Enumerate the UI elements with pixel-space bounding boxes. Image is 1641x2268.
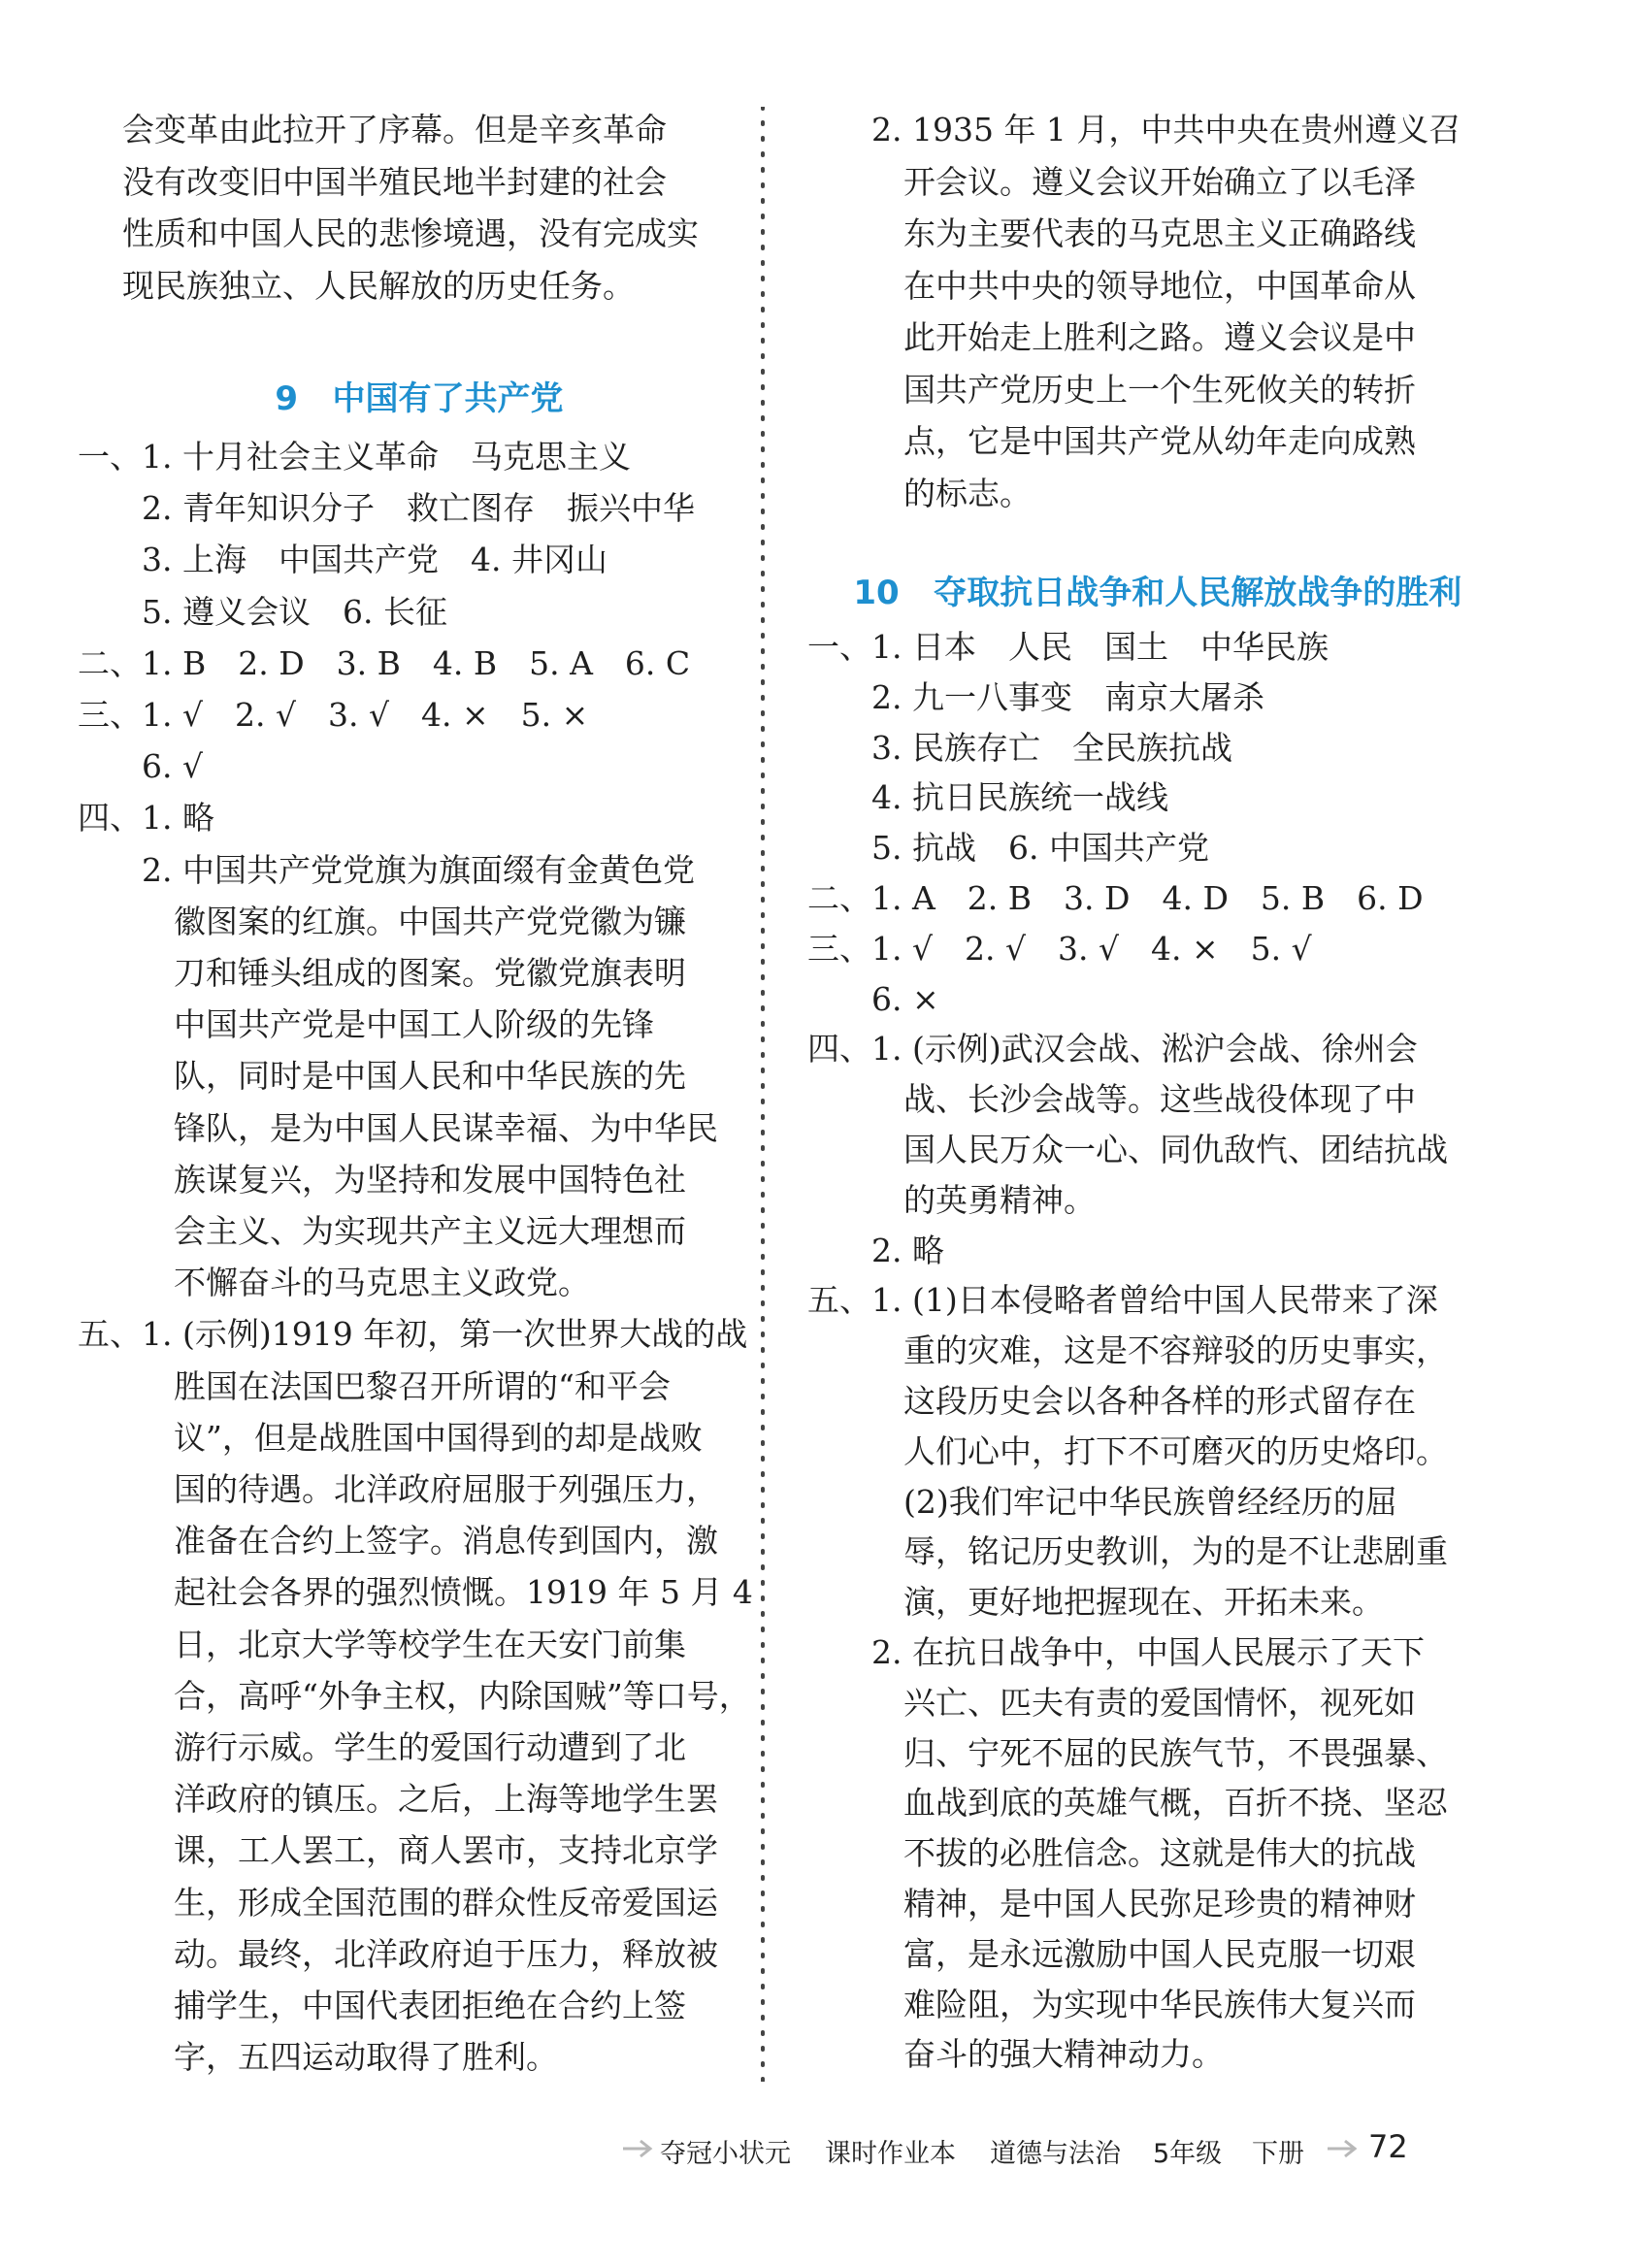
footer-series: 课时作业本 <box>825 2139 956 2169</box>
text-line: 二、1. B 2. D 3. B 4. B 5. A 6. C <box>78 643 691 682</box>
text-line: 4. 抗日民族统一战线 <box>807 778 1168 817</box>
text-line: 合，高呼“外争主权，内除国贼”等口号， <box>78 1676 751 1715</box>
lesson-10-title-text: 夺取抗日战争和人民解放战争的胜利 <box>934 574 1462 612</box>
chevron-right-icon <box>1326 2138 1359 2159</box>
text-line: 人们心中，打下不可磨灭的历史烙印。 <box>807 1431 1448 1470</box>
text-line: 锋队，是为中国人民谋幸福、为中华民 <box>78 1108 718 1147</box>
text-line: 族谋复兴，为坚持和发展中国特色社 <box>78 1160 686 1199</box>
text-line: 游行示威。学生的爱国行动遭到了北 <box>78 1728 686 1766</box>
text-line: 捕学生，中国代表团拒绝在合约上签 <box>78 1987 686 2024</box>
text-line: 队，同时是中国人民和中华民族的先 <box>78 1057 686 1096</box>
text-line: 起社会各界的强烈愤慨。1919 年 5 月 4 <box>78 1573 753 1612</box>
text-line: 此开始走上胜利之路。遵义会议是中 <box>807 318 1416 356</box>
text-line: 精神，是中国人民弥足珍贵的精神财 <box>807 1885 1416 1923</box>
text-line: 归、宁死不屈的民族气节，不畏强暴、 <box>807 1733 1448 1772</box>
text-line: 难险阻，为实现中华民族伟大复兴而 <box>807 1985 1416 2023</box>
text-line: 中国共产党是中国工人阶级的先锋 <box>78 1005 654 1044</box>
text-line: 2. 1935 年 1 月，中共中央在贵州遵义召 <box>807 111 1461 148</box>
text-line: 6. √ <box>78 747 204 786</box>
text-line: 会主义、为实现共产主义远大理想而 <box>78 1212 686 1250</box>
text-line: 三、1. √ 2. √ 3. √ 4. × 5. × <box>78 696 589 734</box>
text-line: 3. 上海 中国共产党 4. 井冈山 <box>78 541 607 579</box>
text-line: 动。最终，北洋政府迫于压力，释放被 <box>78 1934 718 1973</box>
footer-volume: 下册 <box>1252 2139 1304 2169</box>
text-line: 五、1. (示例)1919 年初，第一次世界大战的战 <box>78 1315 748 1354</box>
text-line: 富，是永远激励中国人民克服一切艰 <box>807 1934 1416 1973</box>
footer-grade: 5年级 <box>1153 2139 1223 2169</box>
text-line: 的标志。 <box>807 474 1032 512</box>
text-line: 不懈奋斗的马克思主义政党。 <box>78 1264 590 1302</box>
text-line: 四、1. (示例)武汉会战、淞沪会战、徐州会 <box>807 1030 1418 1068</box>
lesson-9-number: 9 <box>275 379 299 418</box>
text-line: 的英勇精神。 <box>807 1180 1096 1219</box>
text-line: 2. 青年知识分子 救亡图存 振兴中华 <box>78 489 695 528</box>
lesson-9-title-text: 中国有了共产党 <box>332 379 564 418</box>
text-line: 字，五四运动取得了胜利。 <box>78 2038 558 2077</box>
text-line: 会变革由此拉开了序幕。但是辛亥革命 <box>122 111 667 148</box>
text-line: 没有改变旧中国半殖民地半封建的社会 <box>122 162 667 201</box>
text-line: 五、1. (1)日本侵略者曾给中国人民带来了深 <box>807 1281 1438 1320</box>
column-divider <box>759 107 767 2082</box>
text-line: 2. 中国共产党党旗为旗面缀有金黄色党 <box>78 850 695 889</box>
text-line: 6. × <box>807 979 939 1018</box>
text-line: 日，北京大学等校学生在天安门前集 <box>78 1625 686 1663</box>
text-line: 二、1. A 2. B 3. D 4. D 5. B 6. D <box>807 879 1424 917</box>
text-line: 这段历史会以各种各样的形式留存在 <box>807 1382 1416 1420</box>
text-line: 议”，但是战胜国中国得到的却是战败 <box>78 1418 703 1457</box>
text-line: 三、1. √ 2. √ 3. √ 4. × 5. √ <box>807 929 1312 968</box>
footer-brand: 夺冠小状元 <box>660 2139 791 2169</box>
text-line: 一、1. 日本 人民 国土 中华民族 <box>807 628 1329 666</box>
text-line: 点，它是中国共产党从幼年走向成熟 <box>807 422 1416 460</box>
chevron-right-icon <box>621 2138 654 2159</box>
text-line: 5. 抗战 6. 中国共产党 <box>807 829 1209 868</box>
text-line: 2. 略 <box>807 1231 944 1269</box>
text-line: 辱，铭记历史教训，为的是不让悲剧重 <box>807 1532 1448 1571</box>
text-line: 国的待遇。北洋政府屈服于列强压力， <box>78 1470 718 1508</box>
text-line: 2. 九一八事变 南京大屠杀 <box>807 677 1264 716</box>
text-line: 徽图案的红旗。中国共产党党徽为镰 <box>78 902 686 940</box>
page-footer <box>621 2130 1417 2169</box>
text-line: 准备在合约上签字。消息传到国内，激 <box>78 1522 718 1561</box>
text-line: 开会议。遵义会议开始确立了以毛泽 <box>807 162 1416 201</box>
text-line: 奋斗的强大精神动力。 <box>807 2035 1224 2074</box>
text-line: 在中共中央的领导地位，中国革命从 <box>807 266 1416 305</box>
text-line: 国人民万众一心、同仇敌忾、团结抗战 <box>807 1131 1448 1168</box>
text-line: 国共产党历史上一个生死攸关的转折 <box>807 370 1416 409</box>
text-line: 演，更好地把握现在、开拓未来。 <box>807 1583 1384 1622</box>
text-line: 战、长沙会战等。这些战役体现了中 <box>807 1080 1416 1119</box>
text-line: 胜国在法国巴黎召开所谓的“和平会 <box>78 1366 671 1405</box>
lesson-10-number: 10 <box>853 574 900 612</box>
text-line: 3. 民族存亡 全民族抗战 <box>807 728 1232 767</box>
text-line: (2)我们牢记中华民族曾经经历的屈 <box>807 1482 1397 1521</box>
text-line: 四、1. 略 <box>78 799 214 838</box>
text-line: 兴亡、匹夫有责的爱国情怀，视死如 <box>807 1683 1416 1722</box>
text-line: 不拔的必胜信念。这就是伟大的抗战 <box>807 1834 1416 1873</box>
lesson-9-title <box>229 349 564 448</box>
text-line: 洋政府的镇压。之后，上海等地学生罢 <box>78 1780 718 1819</box>
text-line: 一、1. 十月社会主义革命 马克思主义 <box>78 438 631 476</box>
text-line: 课，工人罢工，商人罢市，支持北京学 <box>78 1831 718 1870</box>
text-line: 5. 遵义会议 6. 长征 <box>78 592 447 631</box>
page-number: 72 <box>1368 2128 1408 2165</box>
text-line: 刀和锤头组成的图案。党徽党旗表明 <box>78 954 686 992</box>
text-line: 性质和中国人民的悲惨境遇，没有完成实 <box>122 214 699 252</box>
text-line: 东为主要代表的马克思主义正确路线 <box>807 214 1416 252</box>
footer-subject: 道德与法治 <box>990 2139 1121 2169</box>
text-line: 2. 在抗日战争中，中国人民展示了天下 <box>807 1633 1425 1671</box>
text-line: 重的灾难，这是不容辩驳的历史事实， <box>807 1331 1448 1370</box>
text-line: 血战到底的英雄气概，百折不挠、坚忍 <box>807 1784 1448 1823</box>
text-line: 现民族独立、人民解放的历史任务。 <box>122 266 635 305</box>
text-line: 生，形成全国范围的群众性反帝爱国运 <box>78 1883 718 1922</box>
